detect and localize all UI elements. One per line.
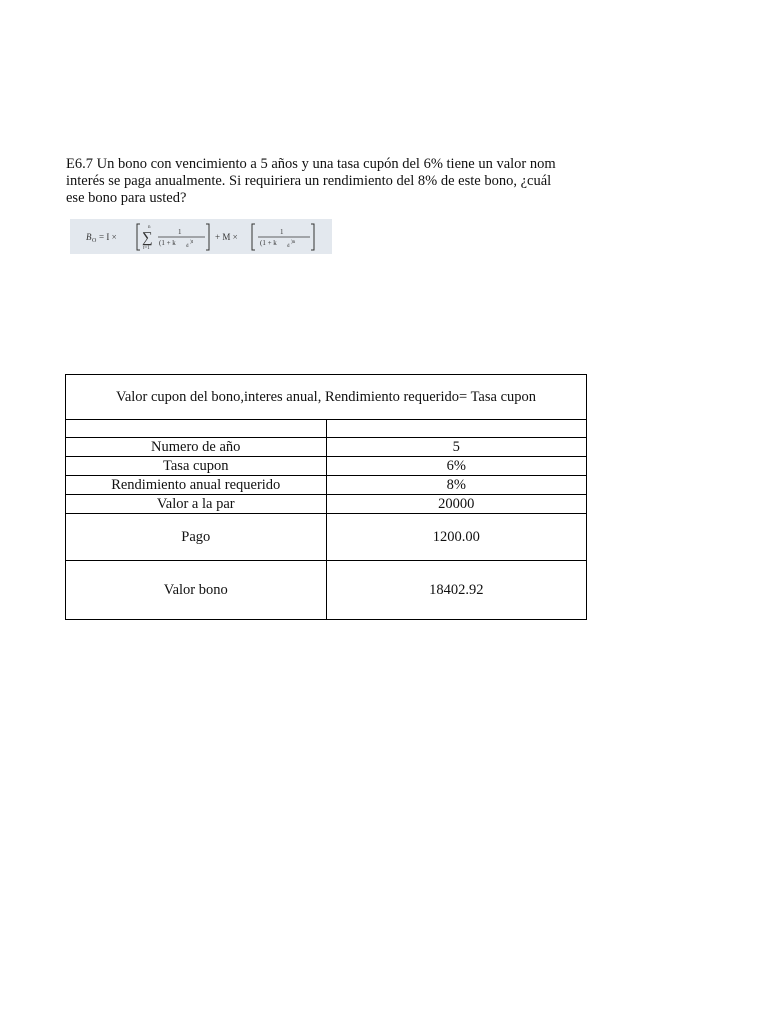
row-value: 20000 (326, 495, 587, 514)
problem-line: E6.7 Un bono con vencimiento a 5 años y una tasa cupón del 6% tiene un valor nom (66, 156, 556, 172)
row-value: 1200.00 (326, 514, 587, 561)
table-header: Valor cupon del bono,interes anual, Rendimiento requerido= Tasa cupon (66, 375, 587, 420)
row-label: Pago (66, 514, 327, 561)
formula-graphic (70, 219, 332, 254)
bond-calculation-table (65, 374, 587, 620)
formula-eq: = I × (99, 232, 117, 242)
formula-mid: + M × (215, 232, 238, 242)
bond-value-formula-image (70, 219, 332, 254)
formula-num1: 1 (178, 228, 182, 236)
table-row (66, 457, 587, 476)
formula-den2: (1 + k (260, 239, 277, 247)
table-row (66, 438, 587, 457)
formula-sum-top: n (148, 225, 151, 230)
problem-line: interés se paga anualmente. Si requiriera un rendimiento del 8% de este bono, ¿cuál (66, 173, 552, 189)
table-row (66, 561, 587, 620)
row-value: 5 (326, 438, 587, 457)
formula-den1: (1 + k (159, 239, 176, 247)
table-empty-cell (66, 420, 327, 438)
formula-den1-exp: )t (190, 240, 194, 245)
row-value: 8% (326, 476, 587, 495)
formula-den2-sub: d (287, 244, 290, 249)
row-value: 18402.92 (326, 561, 587, 620)
summation-icon: ∑ (142, 230, 153, 246)
formula-lhs: B (86, 232, 92, 242)
row-label: Valor bono (66, 561, 327, 620)
row-label: Tasa cupon (66, 457, 327, 476)
problem-line: ese bono para usted? (66, 190, 187, 206)
formula-den2-exp: )n (291, 240, 296, 245)
table-empty-cell (326, 420, 587, 438)
table-row (66, 495, 587, 514)
row-label: Numero de año (66, 438, 327, 457)
row-label: Valor a la par (66, 495, 327, 514)
formula-num2: 1 (280, 228, 284, 236)
problem-statement (66, 156, 596, 207)
row-value: 6% (326, 457, 587, 476)
table-row (66, 476, 587, 495)
formula-lhs-sub: O (92, 238, 97, 244)
formula-den1-sub: d (186, 244, 189, 249)
table-row (66, 514, 587, 561)
formula-sum-bottom: t=1 (143, 246, 150, 251)
row-label: Rendimiento anual requerido (66, 476, 327, 495)
